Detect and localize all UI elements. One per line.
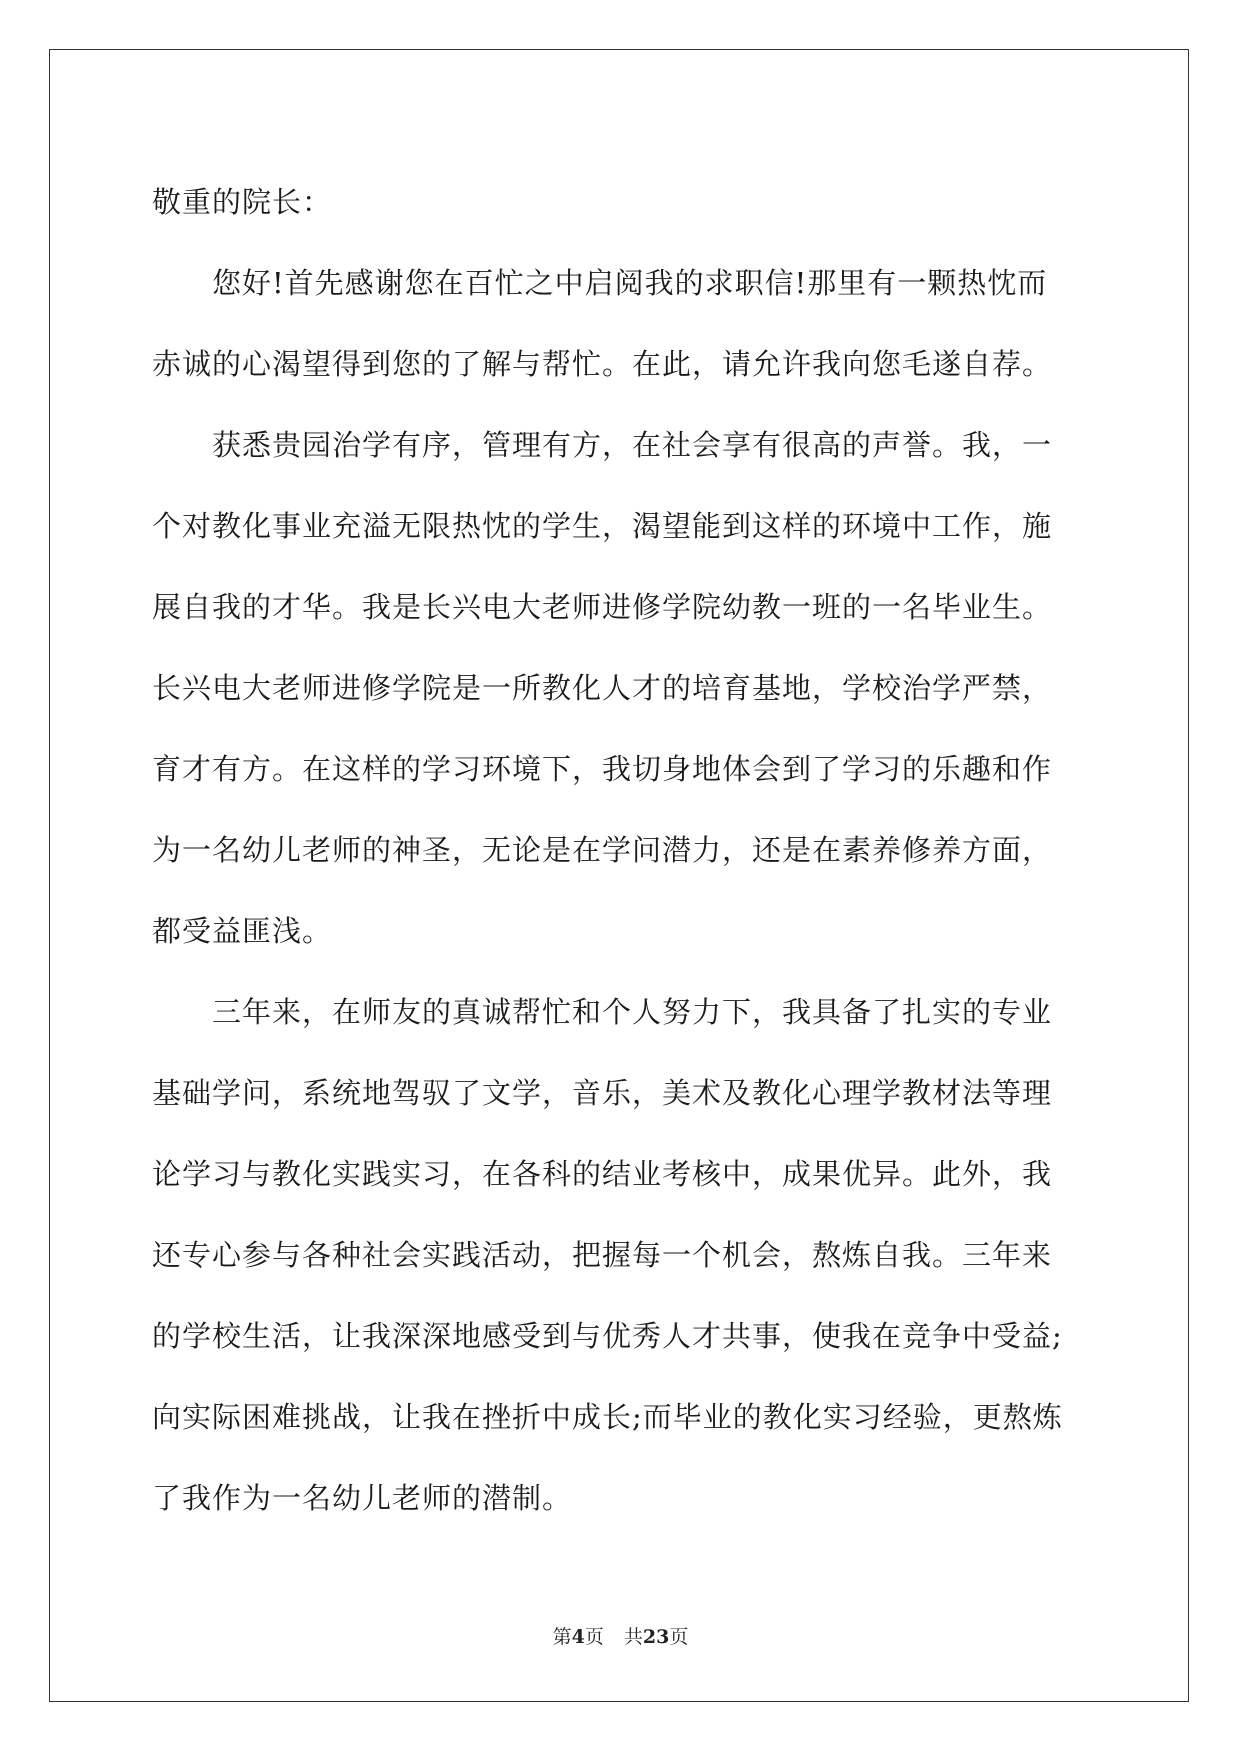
letter-body: [152, 162, 1098, 1539]
text-line: 的学校生活，让我深深地感受到与优秀人才共事，使我在竞争中受益;: [152, 1319, 1063, 1353]
page-suffix: 页: [584, 1626, 604, 1648]
text-line: 基础学问，系统地驾驭了文学，音乐，美术及教化心理学教材法等理: [152, 1076, 1053, 1110]
page-footer: [0, 1625, 1241, 1649]
text-line: 个对教化事业充溢无限热忱的学生，渴望能到这样的环境中工作，施: [152, 509, 1053, 543]
page-number: 4: [571, 1626, 585, 1648]
total-pages: 23: [642, 1626, 670, 1648]
text-line: 育才有方。在这样的学习环境下，我切身地体会到了学习的乐趣和作: [152, 752, 1053, 786]
text-line: 都受益匪浅。: [152, 914, 333, 948]
text-line: 为一名幼儿老师的神圣，无论是在学问潜力，还是在素养修养方面，: [152, 833, 1053, 867]
text-line: 向实际困难挑战，让我在挫折中成长;而毕业的教化实习经验，更熬炼: [152, 1400, 1063, 1434]
salutation-line: 敬重的院长：: [152, 185, 333, 219]
text-line: 了我作为一名幼儿老师的潜制。: [152, 1481, 573, 1515]
text-line: 赤诚的心渴望得到您的了解与帮忙。在此，请允许我向您毛遂自荐。: [152, 347, 1053, 381]
page-prefix: 第: [552, 1626, 572, 1648]
text-line: 论学习与教化实践实习，在各科的结业考核中，成果优异。此外，我: [152, 1157, 1053, 1191]
text-line: 三年来，在师友的真诚帮忙和个人努力下，我具备了扎实的专业: [152, 995, 1053, 1029]
text-line: 还专心参与各种社会实践活动，把握每一个机会，熬炼自我。三年来: [152, 1238, 1053, 1272]
text-line: 您好!首先感谢您在百忙之中启阅我的求职信!那里有一颗热忱而: [152, 266, 1048, 300]
text-line: 长兴电大老师进修学院是一所教化人才的培育基地，学校治学严禁，: [152, 671, 1053, 705]
text-line: 获悉贵园治学有序，管理有方，在社会享有很高的声誉。我，一: [152, 428, 1053, 462]
total-suffix: 页: [669, 1626, 689, 1648]
text-line: 展自我的才华。我是长兴电大老师进修学院幼教一班的一名毕业生。: [152, 590, 1053, 624]
total-prefix: 共: [623, 1626, 643, 1648]
